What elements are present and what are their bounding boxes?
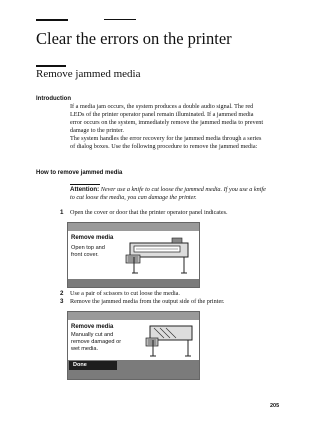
title-rule-left (36, 19, 68, 21)
printer-illustration-icon (124, 237, 192, 275)
step-item (60, 298, 224, 306)
section-title: Remove jammed media (36, 68, 141, 80)
attention-rule (70, 184, 100, 185)
intro-line: of dialog boxes. Use the following procedure to remove the jammed media: (70, 143, 258, 150)
step-item (60, 209, 228, 217)
page-title: Clear the errors on the printer (36, 29, 232, 48)
panel-top-bar (68, 223, 199, 231)
page-number: 205 (270, 403, 280, 409)
step-item (60, 290, 180, 298)
done-button[interactable]: Done (69, 361, 117, 370)
attention-text: to cut loose the media, you can damage the printer. (70, 194, 197, 201)
step-text: Open the cover or door that the printer operator panel indicates. (70, 209, 228, 216)
operator-panel-screenshot (67, 222, 200, 288)
panel-title: Remove media (71, 324, 114, 330)
intro-line: damage to the printer. (70, 127, 124, 134)
panel-message-line: Open top and (71, 245, 105, 251)
step-number: 2 (60, 290, 64, 297)
attention-label: Attention: (70, 186, 100, 193)
attention-text: Never use a knife to cut loose the jammed media. If you use a knife (100, 186, 266, 193)
panel-screen (68, 231, 199, 279)
intro-paragraph (70, 103, 284, 151)
intro-line: error occurs on the system, immediately remove the jammed media to prevent (70, 119, 264, 126)
title-rule-right (104, 19, 136, 20)
howto-heading: How to remove jammed media (36, 170, 123, 176)
intro-line: The system handles the error recovery for the jammed media through a series (70, 135, 262, 142)
panel-screen (68, 320, 199, 360)
step-text: Use a pair of scissors to cut loose the media. (70, 290, 180, 297)
panel-message-line: front cover. (71, 252, 99, 258)
intro-line: If a media jam occurs, the system produces a double audio signal. The red (70, 103, 254, 110)
attention-note (70, 186, 284, 202)
panel-title: Remove media (71, 235, 114, 241)
panel-message-line: Manually cut and (71, 332, 114, 338)
intro-heading: Introduction (36, 96, 71, 102)
printer-illustration-icon (144, 322, 196, 358)
step-number: 1 (60, 209, 64, 216)
panel-message-line: remove damaged or (71, 339, 122, 345)
step-text: Remove the jammed media from the output side of the printer. (70, 298, 225, 305)
section-rule (36, 65, 66, 67)
panel-top-bar (68, 312, 199, 320)
intro-line: LEDs of the printer operator panel remain illuminated. If a jammed media (70, 111, 254, 118)
panel-message-line: wet media. (71, 346, 99, 352)
step-number: 3 (60, 298, 64, 305)
